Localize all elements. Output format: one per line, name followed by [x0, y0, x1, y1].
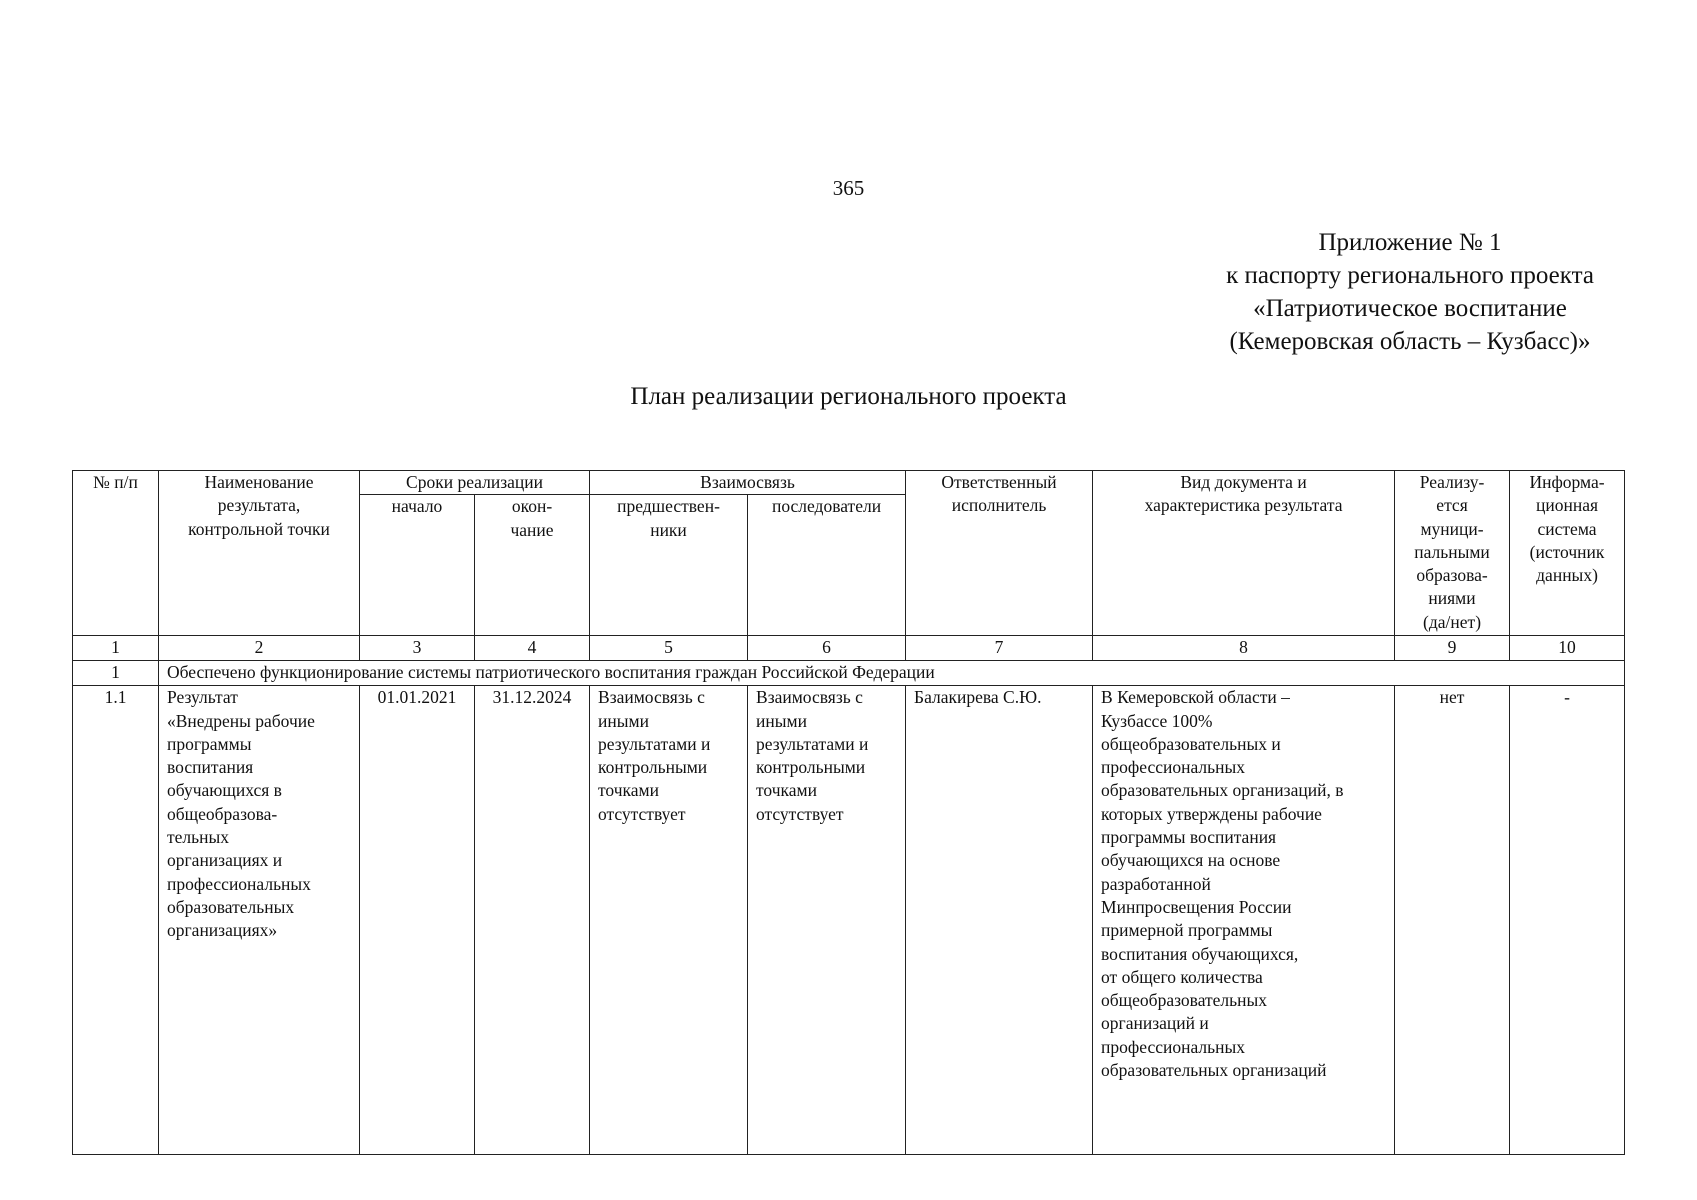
- section-number: 1: [73, 661, 159, 686]
- header-line: характеристика результата: [1144, 495, 1343, 516]
- header-start: начало: [360, 495, 475, 636]
- cell-line: организациях»: [167, 920, 278, 941]
- cell-line: отсутствует: [756, 803, 844, 824]
- header-line: (источник: [1529, 541, 1605, 562]
- section-row: [73, 661, 1625, 686]
- header-line: чание: [510, 519, 554, 540]
- implementation-plan-table: [72, 470, 1625, 1155]
- cell-line: обучающихся в: [167, 780, 282, 801]
- header-line: результата,: [217, 495, 301, 516]
- cell-line: Взаимосвязь с: [756, 687, 863, 708]
- header-line: Вид документа и: [1180, 472, 1307, 492]
- column-number: 10: [1510, 636, 1625, 661]
- header-line: Информа-: [1529, 472, 1605, 492]
- cell-line: результатами и: [756, 733, 869, 754]
- header-terms: Сроки реализации: [360, 471, 590, 495]
- header-line: данных): [1536, 565, 1598, 586]
- header-info-system: [1510, 471, 1625, 636]
- page-number: 365: [832, 176, 865, 200]
- row-doc-type: [1093, 686, 1395, 1155]
- column-number: 4: [475, 636, 590, 661]
- header-municipal: [1395, 471, 1510, 636]
- row-number: 1.1: [73, 686, 159, 1155]
- header-line: образова-: [1416, 565, 1488, 586]
- appendix-line: (Кемеровская область – Кузбасс)»: [1229, 328, 1591, 355]
- cell-line: профессиональных: [1101, 1036, 1245, 1057]
- cell-line: разработанной: [1101, 873, 1211, 894]
- cell-line: организаций и: [1101, 1013, 1209, 1034]
- header-end: [475, 495, 590, 636]
- header-responsible: [906, 471, 1093, 636]
- header-line: ется: [1436, 495, 1468, 516]
- header-line: Реализу-: [1419, 472, 1485, 492]
- header-line: предшествен-: [617, 496, 720, 517]
- header-line: ники: [650, 519, 687, 540]
- cell-line: воспитания: [167, 757, 254, 778]
- header-line: ционная: [1536, 495, 1599, 516]
- header-line: окон-: [511, 496, 553, 517]
- appendix-line: «Патриотическое воспитание: [1253, 295, 1567, 322]
- header-line: пальными: [1414, 541, 1490, 562]
- column-number: 9: [1395, 636, 1510, 661]
- cell-line: В Кемеровской области –: [1101, 687, 1290, 708]
- header-line: Наименование: [204, 472, 314, 492]
- header-num: № п/п: [73, 471, 159, 636]
- row-municipal: нет: [1395, 686, 1510, 1155]
- cell-line: контрольными: [598, 757, 708, 778]
- appendix-line: к паспорту регионального проекта: [1226, 262, 1594, 289]
- cell-line: обучающихся на основе: [1101, 850, 1281, 871]
- cell-line: воспитания обучающихся,: [1101, 943, 1299, 964]
- header-line: Ответственный: [941, 472, 1057, 492]
- cell-line: точками: [598, 780, 659, 801]
- document-title: План реализации регионального проекта: [630, 383, 1067, 410]
- header-relation: Взаимосвязь: [590, 471, 906, 495]
- cell-line: профессиональных: [167, 873, 311, 894]
- cell-line: организациях и: [167, 850, 283, 871]
- column-number: 5: [590, 636, 748, 661]
- cell-line: образовательных организаций, в: [1101, 780, 1344, 801]
- appendix-line: Приложение № 1: [1318, 229, 1502, 256]
- cell-line: общеобразовательных и: [1101, 733, 1281, 754]
- cell-line: Результат: [167, 687, 238, 708]
- cell-line: программы: [167, 733, 252, 754]
- header-predecessors: [590, 495, 748, 636]
- header-successors: последователи: [748, 495, 906, 636]
- row-start-date: 01.01.2021: [360, 686, 475, 1155]
- cell-line: Минпросвещения России: [1101, 896, 1292, 917]
- row-name: [159, 686, 360, 1155]
- cell-line: общеобразова-: [167, 803, 278, 824]
- row-end-date: 31.12.2024: [475, 686, 590, 1155]
- cell-line: результатами и: [598, 733, 711, 754]
- row-info-system: -: [1510, 686, 1625, 1155]
- column-number: 8: [1093, 636, 1395, 661]
- cell-line: примерной программы: [1101, 920, 1273, 941]
- cell-line: иными: [598, 710, 649, 731]
- header-name: [159, 471, 360, 636]
- column-number: 1: [73, 636, 159, 661]
- header-line: исполнитель: [951, 495, 1047, 516]
- column-number: 7: [906, 636, 1093, 661]
- row-successors: [748, 686, 906, 1155]
- row-responsible: Балакирева С.Ю.: [906, 686, 1093, 1155]
- row-predecessors: [590, 686, 748, 1155]
- cell-line: отсутствует: [598, 803, 686, 824]
- header-line: муници-: [1420, 518, 1484, 539]
- cell-line: общеобразовательных: [1101, 990, 1268, 1011]
- cell-line: контрольными: [756, 757, 866, 778]
- appendix-header: [1195, 226, 1625, 358]
- header-line: система: [1537, 518, 1597, 539]
- column-number-row: [73, 636, 1625, 661]
- header-line: ниями: [1428, 588, 1476, 609]
- column-number: 3: [360, 636, 475, 661]
- cell-line: образовательных: [167, 896, 295, 917]
- cell-line: «Внедрены рабочие: [167, 710, 315, 731]
- cell-line: Кузбассе 100%: [1101, 710, 1213, 731]
- cell-line: образовательных организаций: [1101, 1060, 1327, 1081]
- header-line: (да/нет): [1423, 611, 1482, 632]
- cell-line: точками: [756, 780, 817, 801]
- cell-line: иными: [756, 710, 807, 731]
- header-doc-type: [1093, 471, 1395, 636]
- cell-line: от общего количества: [1101, 966, 1263, 987]
- cell-line: которых утверждены рабочие: [1101, 803, 1322, 824]
- column-number: 6: [748, 636, 906, 661]
- column-number: 2: [159, 636, 360, 661]
- cell-line: тельных: [167, 827, 230, 848]
- table-row: [73, 686, 1625, 1155]
- cell-line: профессиональных: [1101, 757, 1245, 778]
- header-line: контрольной точки: [188, 518, 330, 539]
- cell-line: Взаимосвязь с: [598, 687, 705, 708]
- section-title: Обеспечено функционирование системы патриотического воспитания граждан Российской Федерации: [159, 661, 1625, 686]
- header-row-1: [73, 471, 1625, 495]
- cell-line: программы воспитания: [1101, 827, 1277, 848]
